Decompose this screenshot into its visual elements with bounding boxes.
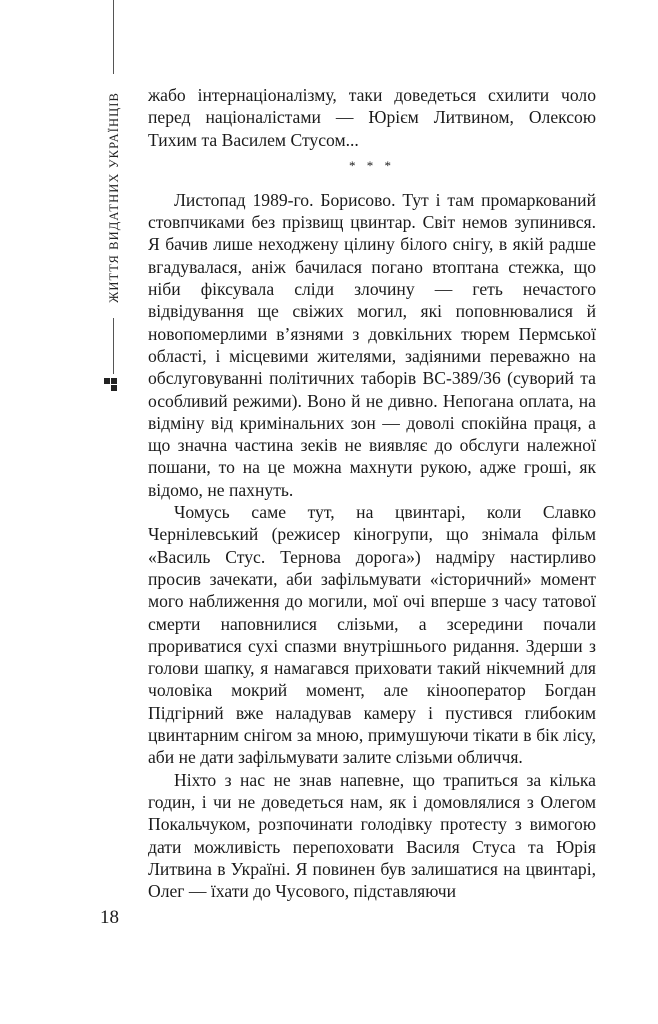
header-rule-top [113,0,114,74]
page-body [148,84,596,902]
running-header [89,76,139,318]
paragraph-continuation: жабо інтернаціоналізму, таки доведеться схилити чоло перед націоналістами — Юрієм Литвином, Олексою Тихим та Василем Стусом... [148,85,596,150]
paragraph: Листопад 1989-го. Борисово. Тут і там промаркований стовпчиками без прізвищ цвинтар. Світ немов зупинився. Я бачив лише неходжену цілину білого снігу, в якій радше вгадувалася, аніж бачилася погано втоптана стежка, що ніби фіксувала сліди злочину — геть нечастого відвідування ще свіжих могил, які поповнювалися й новопомерлими в’язнями з довкільних тюрем Пермської області, і місцевими жителями, задіяними переважно на обслуговуванні політичних таборів ВС-389/36 (суворий та особливий режими). Воно й не дивно. Непогана оплата, на відміну від кримінальних зон — доволі спокійна праця, а що значна частина зеків не виявляє до обслуги належної пошани, то на це можна махнути рукою, адже гроші, як відомо, не пахнуть. [148,189,596,500]
square-ornament-icon [104,378,122,396]
running-header-text: ЖИТТЯ ВИДАТНИХ УКРАЇНЦІВ [106,91,121,303]
section-separator: * * * [349,157,395,173]
paragraph: Ніхто з нас не знав напевне, що трапиться за кілька годин, і чи не доведеться нам, як і домовлялися з Олегом Покальчуком, розпочинати голодівку протесту з вимогою дати можливість перепоховати Василя Стуса та Юрія Литвина в Україні. Я повинен був залишатися на цвинтарі, Олег — їхати до Чусового, підставляючи [148,769,596,902]
header-rule-bottom [113,318,114,374]
paragraph: Чомусь саме тут, на цвинтарі, коли Славко Чернілевський (режисер кіногрупи, що знімала фільм «Василь Стус. Тернова дорога») надміру настирливо просив зачекати, аби зафільмувати «історичний» момент мого наближення до могили, мої очі вперше з часу татової смерти наповнилися слізьми, а зсередини почали прориватися сухі спазми внутрішнього ридання. Здерши з голови шапку, я намагався приховати такий нікчемний для чоловіка мокрий момент, але кінооператор Богдан Підгірний вже наладував камеру і пустився глибоким цвинтарним снігом за мною, примушуючи тікати в бік лісу, аби не дати зафільмувати залите слізьми обличчя. [148,502,596,768]
page-number: 18 [100,907,119,928]
